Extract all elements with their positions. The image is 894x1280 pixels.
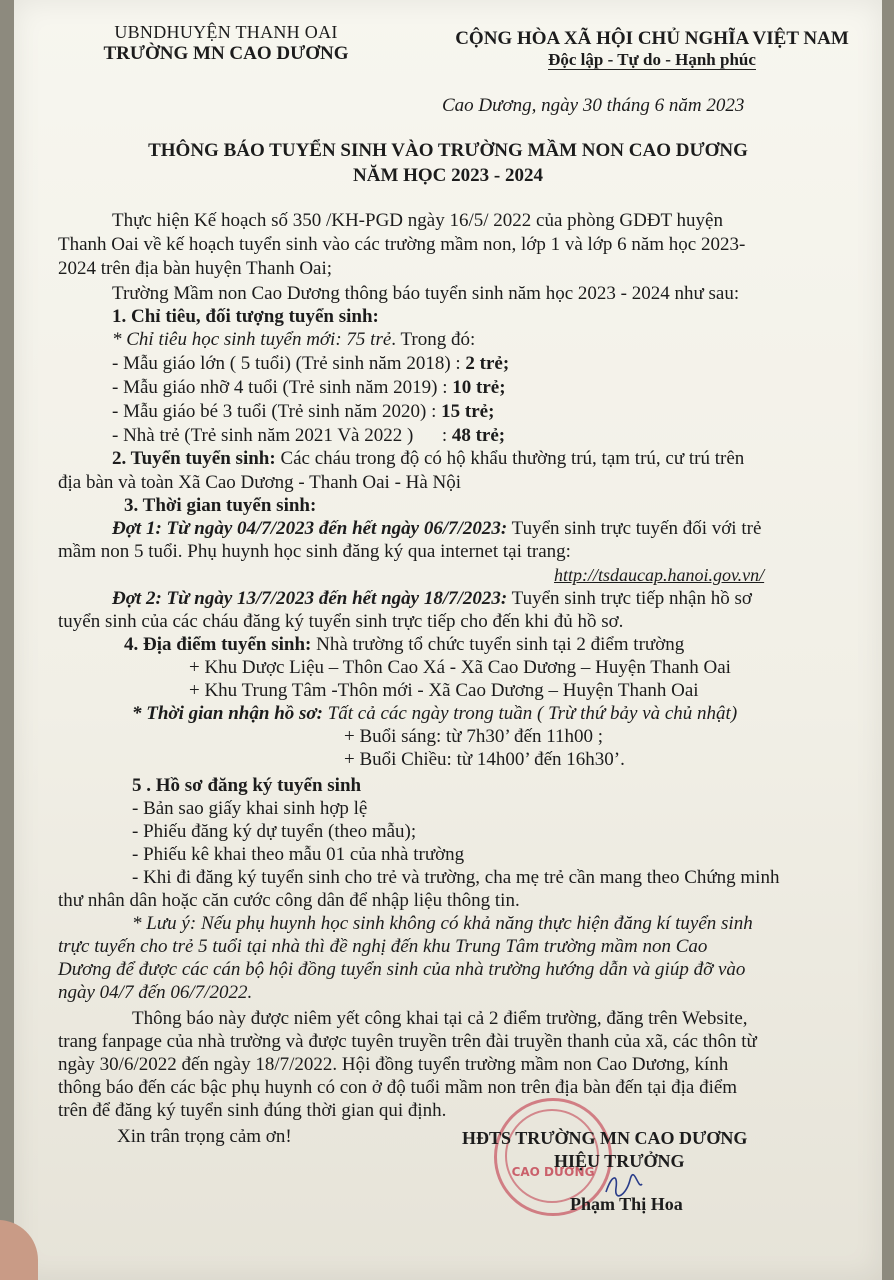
s1-item-value: 10 trẻ;: [452, 377, 506, 398]
s1-item-value: 2 trẻ;: [465, 353, 510, 374]
s1-item: [112, 353, 509, 375]
registration-url[interactable]: http://tsdaucap.hanoi.gov.vn/: [554, 565, 765, 585]
closing-line: thông báo đến các bậc phụ huynh có con ở độ tuổi mầm non trên địa bàn đến tại địa điểm: [58, 1077, 738, 1098]
signature-role: HIỆU TRƯỞNG: [554, 1151, 685, 1171]
nation-line2: Độc lập - Tự do - Hạnh phúc: [548, 50, 756, 69]
s4-time-text: Tất cả các ngày trong tuần ( Trừ thứ bảy và chủ nhật): [322, 703, 738, 724]
closing-line: trang fanpage của nhà trường và được tuyên truyền trên đài truyền thanh của xã, các thôn từ: [58, 1031, 757, 1052]
closing-line: Thông báo này được niêm yết công khai tại cả 2 điểm trường, đăng trên Website,: [132, 1008, 748, 1029]
stamp-text: CAO DƯƠNG: [511, 1165, 595, 1179]
s1-item-value: 48 trẻ;: [451, 425, 506, 446]
s3-d1-line2: mầm non 5 tuổi. Phụ huynh học sinh đăng ký qua internet tại trang:: [58, 541, 571, 562]
s1-item: [112, 425, 505, 447]
s1-item: [112, 401, 494, 423]
s5-note-line: Dương để được các cán bộ hội đồng tuyển sinh của nhà trường hướng dẫn và giúp đỡ vào: [58, 959, 746, 980]
document-date: Cao Dương, ngày 30 tháng 6 năm 2023: [442, 95, 745, 116]
s3-d1-label: Đợt 1: Từ ngày 04/7/2023 đến hết ngày 06/7/2023:: [112, 518, 508, 539]
s5-note-line: * Lưu ý: Nếu phụ huynh học sinh không có khả năng thực hiện đăng kí tuyển sinh: [132, 913, 753, 934]
s4-heading: 4. Địa điểm tuyển sinh:: [124, 634, 312, 655]
closing-line: trên để đăng ký tuyển sinh đúng thời gian qui định.: [58, 1100, 447, 1121]
s3-d2-label: Đợt 2: Từ ngày 13/7/2023 đến hết ngày 18/7/2023:: [112, 588, 508, 609]
s2-text1: Các cháu trong độ có hộ khẩu thường trú, tạm trú, cư trú trên: [275, 448, 745, 469]
s5-note-line: ngày 04/7 đến 06/7/2022.: [58, 982, 253, 1003]
s4-time-label: * Thời gian nhận hồ sơ:: [132, 703, 323, 724]
s5-note-line: trực tuyến cho trẻ 5 tuổi tại nhà thì đề nghị đến khu Trung Tâm trường mầm non Cao: [58, 936, 708, 957]
s5-item: - Khi đi đăng ký tuyển sinh cho trẻ và trường, cha mẹ trẻ cần mang theo Chứng minh: [132, 867, 780, 888]
s1-quota: [112, 329, 475, 351]
s2-text2: địa bàn và toàn Xã Cao Dương - Thanh Oai - Hà Nội: [58, 472, 462, 493]
s5-item4-line2: thư nhân dân hoặc căn cước công dân để nhập liệu thông tin.: [58, 890, 520, 911]
s1-item-label: - Mẫu giáo bé 3 tuổi (Trẻ sinh năm 2020) :: [112, 401, 442, 422]
intro-line3: 2024 trên địa bàn huyện Thanh Oai;: [58, 258, 333, 279]
signature-name: Phạm Thị Hoa: [570, 1194, 683, 1214]
org-header: [76, 22, 376, 65]
s1-item: [112, 377, 506, 399]
closing-line: ngày 30/6/2022 đến ngày 18/7/2022. Hội đồng tuyển trường mầm non Cao Dương, kính: [58, 1054, 729, 1075]
org-line1: UBNDHUYỆN THANH OAI: [114, 22, 338, 42]
s5-item: - Phiếu kê khai theo mẫu 01 của nhà trường: [132, 844, 465, 865]
s4-morning: + Buổi sáng: từ 7h30’ đến 11h00 ;: [344, 726, 604, 747]
s4-time: [132, 703, 737, 725]
s5-heading: 5 . Hồ sơ đăng ký tuyển sinh: [132, 775, 362, 796]
s2-heading: 2. Tuyển tuyển sinh:: [112, 448, 276, 469]
s4-text: Nhà trường tổ chức tuyển sinh tại 2 điểm trường: [311, 634, 685, 655]
s3-d1-text: Tuyển sinh trực tuyến đối với trẻ: [507, 518, 762, 539]
thumb: [0, 1220, 38, 1280]
s1-item-label: - Nhà trẻ (Trẻ sinh năm 2021 Và 2022 ) :: [112, 425, 452, 446]
s3-d2-text: Tuyển sinh trực tiếp nhận hồ sơ: [507, 588, 752, 609]
s1-heading: 1. Chỉ tiêu, đối tượng tuyển sinh:: [112, 306, 379, 327]
s1-item-label: - Mẫu giáo nhỡ 4 tuổi (Trẻ sinh năm 2019) :: [112, 377, 453, 398]
title-line2: NĂM HỌC 2023 - 2024: [353, 165, 543, 186]
intro-line2: Thanh Oai về kế hoạch tuyển sinh vào các trường mầm non, lớp 1 và lớp 6 năm học 2023-: [58, 234, 746, 255]
s1-quota-label: * Chỉ tiêu học sinh tuyển mới: 75 trẻ: [112, 329, 392, 350]
s5-item: - Phiếu đăng ký dự tuyển (theo mẫu);: [132, 821, 417, 842]
s3-d2: [112, 588, 752, 610]
s4-loc1: + Khu Dược Liệu – Thôn Cao Xá - Xã Cao Dương – Huyện Thanh Oai: [189, 657, 731, 678]
closing-thanks: Xin trân trọng cảm ơn!: [117, 1126, 292, 1147]
s5-item: - Bản sao giấy khai sinh hợp lệ: [132, 798, 368, 819]
signature-org: HĐTS TRƯỜNG MN CAO DƯƠNG: [462, 1128, 748, 1148]
s3-d1: [112, 518, 761, 540]
intro-line4: Trường Mầm non Cao Dương thông báo tuyển sinh năm học 2023 - 2024 như sau:: [112, 283, 740, 304]
s1-item-label: - Mẫu giáo lớn ( 5 tuổi) (Trẻ sinh năm 2018) :: [112, 353, 466, 374]
s3-heading: 3. Thời gian tuyển sinh:: [124, 495, 317, 516]
intro-line1: Thực hiện Kế hoạch số 350 /KH-PGD ngày 16/5/ 2022 của phòng GDĐT huyện: [112, 210, 723, 231]
s4-line1: [124, 634, 684, 656]
s4-afternoon: + Buổi Chiều: từ 14h00’ đến 16h30’.: [344, 749, 625, 770]
s2-line1: [112, 448, 744, 470]
nation-line1: CỘNG HÒA XÃ HỘI CHỦ NGHĨA VIỆT NAM: [455, 28, 849, 49]
org-line2: TRƯỜNG MN CAO DƯƠNG: [103, 43, 349, 64]
s3-d2-line2: tuyển sinh của các cháu đăng ký tuyển sinh trực tiếp cho đến khi đủ hồ sơ.: [58, 611, 624, 632]
document-page: [14, 0, 882, 1280]
nation-header: [432, 28, 872, 70]
s1-quota-tail: . Trong đó:: [391, 329, 476, 350]
s1-item-value: 15 trẻ;: [441, 401, 495, 422]
title-line1: THÔNG BÁO TUYỂN SINH VÀO TRƯỜNG MẦM NON CAO DƯƠNG: [148, 140, 748, 161]
s4-loc2: + Khu Trung Tâm -Thôn mới - Xã Cao Dương – Huyện Thanh Oai: [189, 680, 699, 701]
